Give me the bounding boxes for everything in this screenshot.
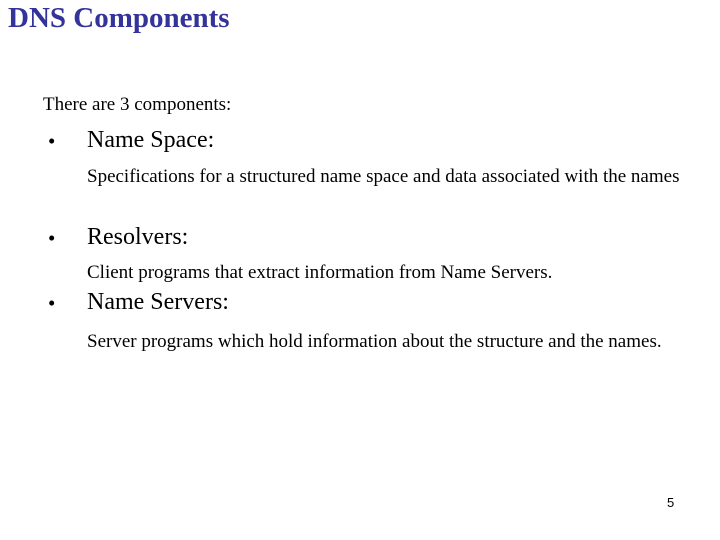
item-heading: Name Servers:: [87, 289, 229, 315]
item-heading: Resolvers:: [87, 224, 189, 250]
item-description: Server programs which hold information about the structure and the names.: [87, 331, 662, 352]
item-description: Client programs that extract information from Name Servers.: [87, 262, 553, 283]
item-heading: Name Space:: [87, 127, 215, 153]
intro-text: There are 3 components:: [43, 94, 232, 115]
bullet-icon: •: [48, 291, 56, 315]
bullet-icon: •: [48, 226, 56, 250]
page-number: 5: [667, 495, 675, 510]
item-description: Specifications for a structured name space and data associated with the names: [87, 166, 680, 187]
slide-title: DNS Components: [8, 2, 230, 34]
bullet-icon: •: [48, 129, 56, 153]
